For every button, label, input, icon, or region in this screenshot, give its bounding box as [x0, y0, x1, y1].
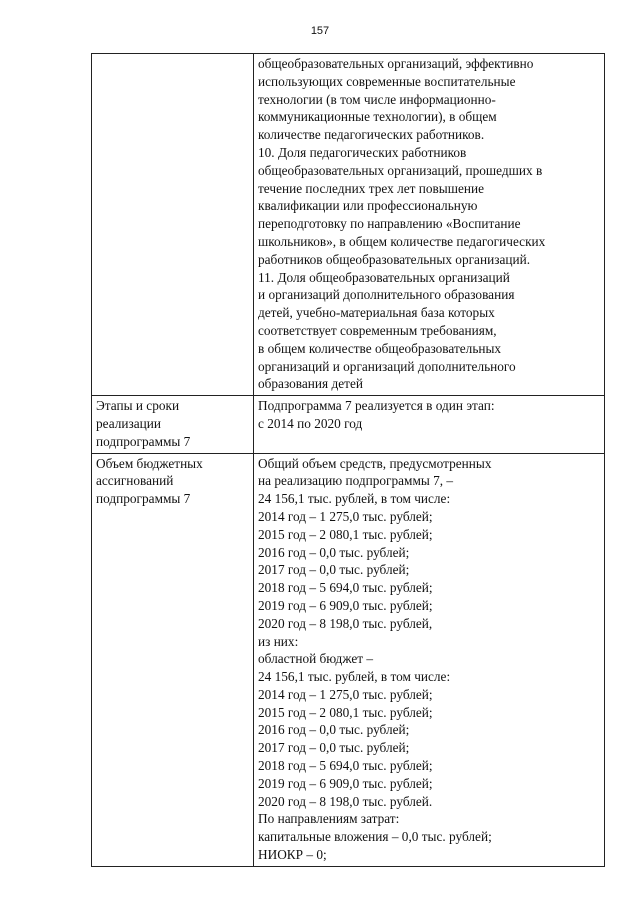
content-line: с 2014 по 2020 год: [258, 415, 363, 431]
row-label-cell: [92, 453, 254, 866]
content-line: общеобразовательных организаций, эффективно: [258, 56, 534, 71]
page-number: 157: [310, 25, 330, 37]
content-line: 2018 год – 5 694,0 тыс. рублей;: [258, 758, 433, 774]
row-label-line: реализации: [96, 415, 161, 431]
content-line: общеобразовательных организаций, прошедших в: [258, 162, 543, 178]
row-label-line: подпрограммы 7: [96, 433, 191, 449]
content-line: 2016 год – 0,0 тыс. рублей;: [258, 544, 410, 560]
row-label-line: подпрограммы 7: [96, 491, 191, 507]
content-line: 24 156,1 тыс. рублей, в том числе:: [258, 491, 451, 507]
row-label-cell: [92, 396, 254, 453]
content-line: 2020 год – 8 198,0 тыс. рублей.: [258, 793, 433, 809]
table-row: [92, 453, 605, 866]
row-content-cell: [254, 453, 605, 866]
content-line: областной бюджет –: [258, 651, 374, 667]
content-line: 2019 год – 6 909,0 тыс. рублей;: [258, 597, 433, 613]
row-label-line: ассигнований: [96, 473, 174, 489]
row-label-cell: [92, 54, 254, 396]
content-line: 2018 год – 5 694,0 тыс. рублей;: [258, 580, 433, 596]
content-line: переподготовку по направлению «Воспитание: [258, 216, 521, 232]
row-label-line: Объем бюджетных: [96, 455, 203, 471]
content-line: в общем количестве общеобразовательных: [258, 340, 502, 356]
content-line: течение последних трех лет повышение: [258, 180, 485, 196]
content-line: 2016 год – 0,0 тыс. рублей;: [258, 722, 410, 738]
table-row: [92, 54, 605, 396]
content-line: соответствует современным требованиям,: [258, 322, 497, 338]
content-line: 2020 год – 8 198,0 тыс. рублей,: [258, 615, 433, 631]
content-line: из них:: [258, 633, 299, 649]
content-line: капитальные вложения – 0,0 тыс. рублей;: [258, 829, 492, 845]
content-line: 2015 год – 2 080,1 тыс. рублей;: [258, 526, 433, 542]
content-line: и организаций дополнительного образования: [258, 287, 515, 303]
content-line: школьников», в общем количестве педагогических: [258, 233, 546, 249]
content-line: 11. Доля общеобразовательных организаций: [258, 269, 510, 285]
content-line: НИОКР – 0;: [258, 847, 327, 863]
content-line: технологии (в том числе информационно-: [258, 91, 496, 107]
content-line: 2019 год – 6 909,0 тыс. рублей;: [258, 775, 433, 791]
content-line: Подпрограмма 7 реализуется в один этап:: [258, 398, 495, 414]
content-line: 2014 год – 1 275,0 тыс. рублей;: [258, 508, 433, 524]
row-content-cell: [254, 54, 605, 396]
content-line: организаций и организаций дополнительного: [258, 358, 516, 374]
content-line: 2014 год – 1 275,0 тыс. рублей;: [258, 686, 433, 702]
content-line: использующих современные воспитательные: [258, 73, 516, 89]
row-label-line: Этапы и сроки: [96, 398, 180, 414]
content-line: работников общеобразовательных организаций.: [258, 251, 531, 267]
content-line: 2017 год – 0,0 тыс. рублей;: [258, 562, 410, 578]
row-content-cell: [254, 396, 605, 453]
passport-table: [91, 53, 605, 867]
content-line: на реализацию подпрограммы 7, –: [258, 473, 454, 489]
content-line: 10. Доля педагогических работников: [258, 144, 467, 160]
content-line: Общий объем средств, предусмотренных: [258, 455, 492, 471]
content-line: коммуникационные технологии), в общем: [258, 109, 497, 125]
content-line: квалификации или профессиональную: [258, 198, 478, 214]
content-line: По направлениям затрат:: [258, 811, 400, 827]
table-row: [92, 396, 605, 453]
content-line: 24 156,1 тыс. рублей, в том числе:: [258, 669, 451, 685]
content-line: 2017 год – 0,0 тыс. рублей;: [258, 740, 410, 756]
content-line: детей, учебно-материальная база которых: [258, 305, 495, 321]
content-line: 2015 год – 2 080,1 тыс. рублей;: [258, 704, 433, 720]
content-line: образования детей: [258, 376, 363, 392]
content-line: количестве педагогических работников.: [258, 127, 485, 143]
